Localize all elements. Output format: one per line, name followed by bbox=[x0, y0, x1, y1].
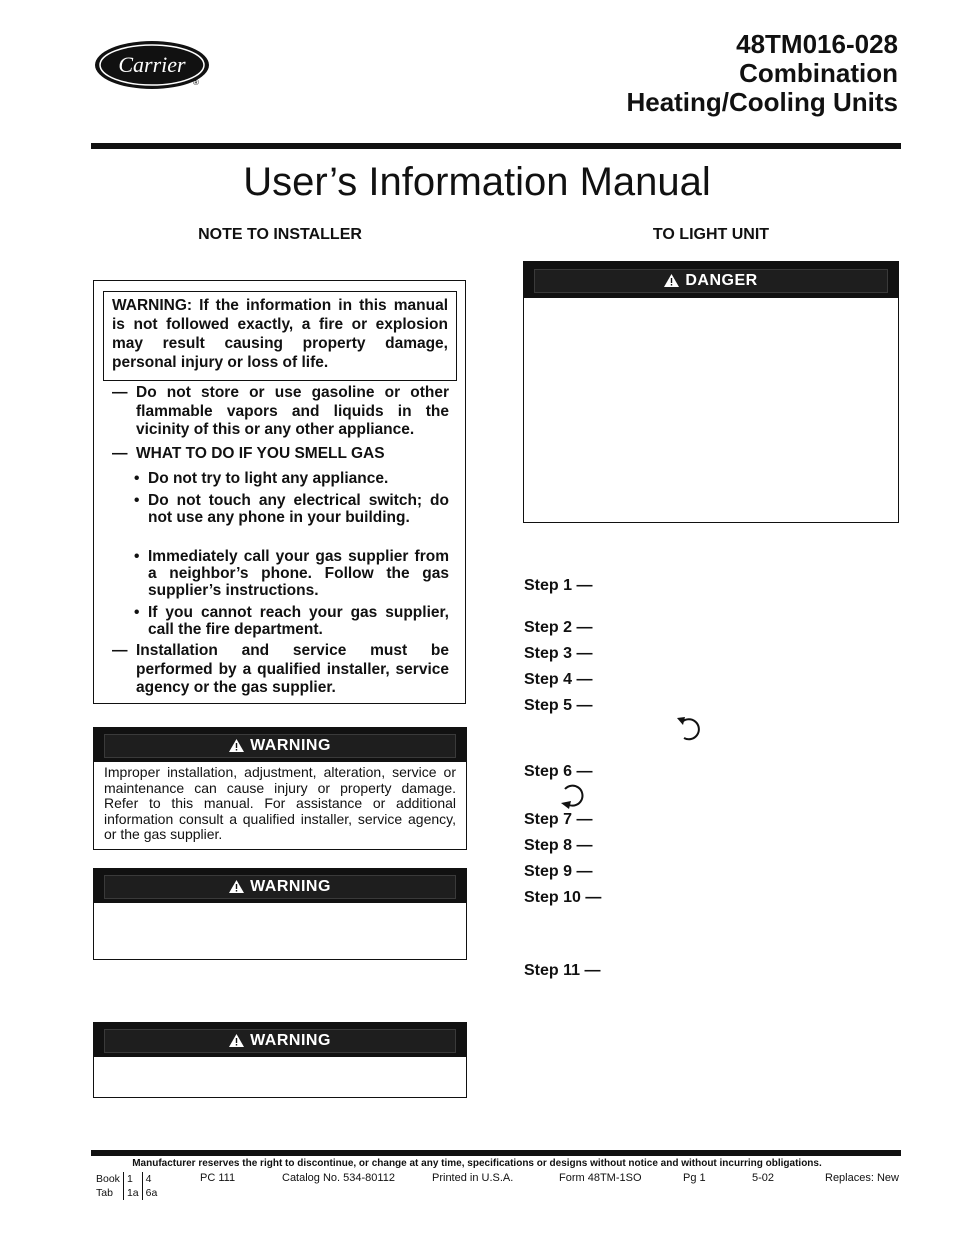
step-label: Step 1 — bbox=[524, 577, 593, 594]
product-title bbox=[626, 30, 898, 117]
warning-triangle-icon bbox=[229, 739, 244, 752]
book-tab-table bbox=[93, 1172, 160, 1200]
tab-label: Tab bbox=[96, 1187, 113, 1199]
warning-box bbox=[93, 868, 467, 960]
product-line-2: Combination bbox=[739, 58, 898, 88]
replaces: Replaces: New bbox=[825, 1172, 899, 1184]
warning-text: Improper installation, adjustment, alteration, service or maintenance can cause injury or property damage. Refer to this manual. For assistance or additional information consult a qualified installer, service agency, or the gas supplier. bbox=[104, 764, 456, 843]
danger-box bbox=[523, 261, 899, 523]
gas-bullet: • If you cannot reach your gas supplier, call the fire department. bbox=[134, 604, 449, 638]
bottom-rule bbox=[91, 1150, 901, 1156]
to-light-unit-heading: TO LIGHT UNIT bbox=[652, 226, 770, 243]
product-line-3: Heating/Cooling Units bbox=[626, 87, 898, 117]
installer-warning: WARNING: If the information in this manual is not followed exactly, a fire or explosion may result causing property damage, personal injury or loss of life. bbox=[103, 291, 457, 381]
step-label: Step 3 — bbox=[524, 645, 593, 662]
book-label: Book bbox=[96, 1173, 120, 1185]
warning-triangle-icon bbox=[664, 274, 679, 287]
warning-label: WARNING bbox=[104, 1029, 456, 1053]
gas-bullet: • Immediately call your gas supplier from a neighbor’s phone. Follow the gas supplier’s instructions. bbox=[134, 548, 449, 599]
tab-value-1: 1a bbox=[123, 1186, 142, 1200]
installer-item-gasoline: — Do not store or use gasoline or other flammable vapors and liquids in the vicinity of this or any other appliance. bbox=[112, 384, 449, 438]
warning-box bbox=[93, 727, 467, 850]
step-label: Step 11 — bbox=[524, 962, 601, 979]
rotate-clockwise-icon bbox=[557, 781, 587, 811]
note-to-installer-heading: NOTE TO INSTALLER bbox=[198, 226, 362, 243]
installer-item-installation: — Installation and service must be performed by a qualified installer, service agency or the gas supplier. bbox=[112, 642, 449, 696]
page-number: Pg 1 bbox=[683, 1172, 706, 1184]
warning-triangle-icon bbox=[229, 880, 244, 893]
step-label: Step 5 — bbox=[524, 697, 593, 714]
gas-bullet: • Do not touch any electrical switch; do not use any phone in your building. bbox=[134, 492, 449, 526]
step-label: Step 6 — bbox=[524, 763, 593, 780]
logo-wordmark: Carrier bbox=[118, 52, 186, 77]
warning-header-bar bbox=[94, 728, 466, 762]
document-title: User’s Information Manual bbox=[243, 160, 711, 204]
product-model: 48TM016-028 bbox=[736, 29, 898, 59]
book-value-1: 1 bbox=[123, 1172, 142, 1186]
warning-triangle-icon bbox=[229, 1034, 244, 1047]
step-label: Step 4 — bbox=[524, 671, 593, 688]
footer-notice: Manufacturer reserves the right to discontinue, or change at any time, specifications or designs without notice and without incurring obligations. bbox=[132, 1158, 822, 1169]
pc-number: PC 111 bbox=[200, 1172, 236, 1184]
warning-header-bar bbox=[94, 1023, 466, 1057]
warning-label: WARNING bbox=[104, 875, 456, 899]
print-date: 5-02 bbox=[752, 1172, 775, 1184]
tab-value-2: 6a bbox=[142, 1186, 160, 1200]
gas-bullet: • Do not try to light any appliance. bbox=[134, 470, 389, 487]
catalog-number: Catalog No. 534-80112 bbox=[282, 1172, 395, 1184]
warning-box bbox=[93, 1022, 467, 1098]
form-number: Form 48TM-1SO bbox=[559, 1172, 642, 1184]
printed-in: Printed in U.S.A. bbox=[432, 1172, 514, 1184]
top-rule bbox=[91, 143, 901, 149]
registered-mark: ® bbox=[193, 78, 199, 87]
step-label: Step 7 — bbox=[524, 811, 593, 828]
warning-label: WARNING bbox=[104, 734, 456, 758]
danger-header-bar bbox=[524, 262, 898, 298]
book-value-2: 4 bbox=[142, 1172, 160, 1186]
danger-label: DANGER bbox=[534, 269, 888, 293]
step-label: Step 2 — bbox=[524, 619, 593, 636]
installer-item-smell-gas: — WHAT TO DO IF YOU SMELL GAS bbox=[112, 445, 385, 462]
step-label: Step 10 — bbox=[524, 889, 602, 906]
step-label: Step 9 — bbox=[524, 863, 593, 880]
step-label: Step 8 — bbox=[524, 837, 593, 854]
warning-header-bar bbox=[94, 869, 466, 903]
rotate-counterclockwise-icon bbox=[674, 714, 704, 744]
